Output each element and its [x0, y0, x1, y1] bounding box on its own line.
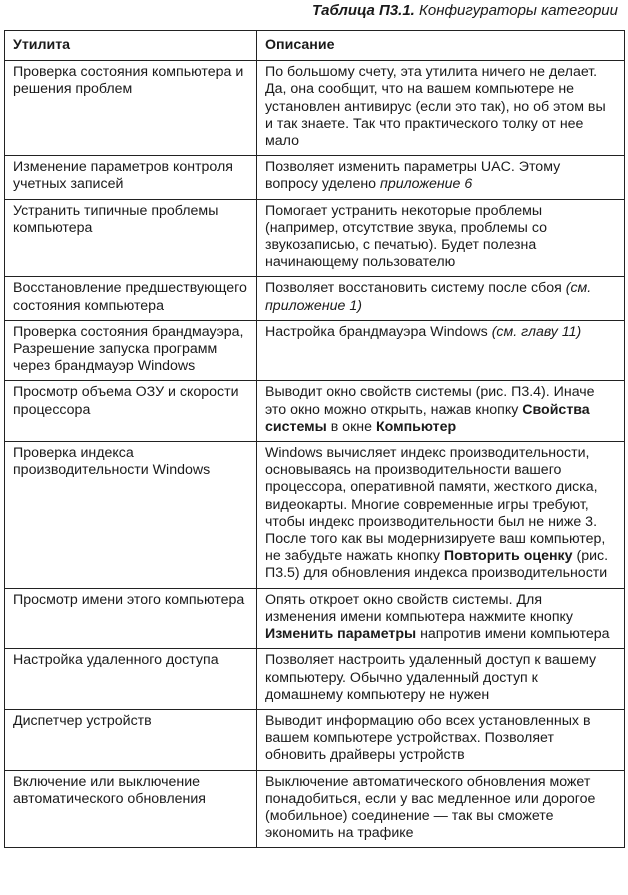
table-caption-title: Конфигураторы категории	[419, 2, 618, 19]
utility-cell: Восстановление предшествующего состояния компьютера	[5, 277, 257, 320]
description-cell	[257, 381, 625, 442]
description-italic-text: приложение 6	[380, 176, 473, 193]
description-text: Настройка брандмауэра Windows	[265, 323, 492, 340]
description-text: Выводит окно свойств системы (рис. П3.4). Иначе это окно можно открыть, нажав кнопку	[265, 384, 595, 418]
description-cell	[257, 709, 625, 770]
description-bold-text: Свойства системы	[265, 401, 590, 435]
description-cell	[257, 442, 625, 589]
description-text: Помогает устранить некоторые проблемы (например, отсутствие звука, проблемы со звукозаписью, с печатью). Будет полезна начинающему пользователю	[265, 202, 547, 271]
table-row	[5, 320, 625, 381]
description-bold-text: Изменить параметры	[265, 626, 417, 643]
description-text: Опять откроет окно свойств системы. Для изменения имени компьютера нажмите кнопку	[265, 591, 573, 625]
column-header-utility: Утилита	[5, 31, 257, 61]
table-row	[5, 199, 625, 277]
utility-cell: Проверка состояния брандмауэра, Разрешение запуска программ через брандмауэр Windows	[5, 320, 257, 381]
description-cell	[257, 61, 625, 156]
description-bold-text: Повторить оценку	[443, 548, 573, 565]
description-text: Выключение автоматического обновления может понадобиться, если у вас медленное или дорогое (мобильное) соединение — так вы сможете экономить на трафике	[265, 773, 596, 842]
description-text: По большому счету, эта утилита ничего не делает. Да, она сообщит, что на вашем компьютере не установлен антивирус (если это так), но об этом вы и так знаете. Так что практического толку от нее мало	[265, 64, 606, 150]
table-row	[5, 61, 625, 156]
description-text: (рис. П3.5) для обновления индекса производительности	[265, 548, 609, 582]
table-row	[5, 442, 625, 589]
utility-cell: Диспетчер устройств	[5, 709, 257, 770]
utility-cell: Настройка удаленного доступа	[5, 649, 257, 710]
description-cell	[257, 199, 625, 277]
utility-cell: Проверка индекса производительности Windows	[5, 442, 257, 589]
configurators-table	[4, 30, 625, 848]
description-text: Позволяет восстановить систему после сбоя	[265, 280, 566, 297]
description-cell	[257, 320, 625, 381]
description-text: Позволяет настроить удаленный доступ к вашему компьютеру. Обычно удаленный доступ к домашнему компьютеру не нужен	[265, 652, 597, 703]
description-italic-text: (см. приложение 1)	[265, 280, 592, 314]
utility-cell: Изменение параметров контроля учетных записей	[5, 156, 257, 199]
table-row	[5, 649, 625, 710]
description-text: Windows вычисляет индекс производительности, основываясь на производительности вашего процессора, оперативной памяти, жесткого диска, видеокарты. Многие современные игры требуют, чтобы индекс производительности был не ниже 3. После того как вы модернизируете ваш компьютер, не забудьте нажать кнопку	[265, 445, 606, 565]
table-row	[5, 588, 625, 649]
description-cell	[257, 588, 625, 649]
table-body	[5, 61, 625, 848]
description-cell	[257, 277, 625, 320]
description-text: в окне	[326, 418, 376, 435]
description-text: Позволяет изменить параметры UAC. Этому вопросу уделено	[265, 159, 561, 193]
utility-cell: Устранить типичные проблемы компьютера	[5, 199, 257, 277]
table-caption	[312, 2, 618, 19]
utility-cell: Включение или выключение автоматического обновления	[5, 770, 257, 848]
description-italic-text: (см. главу 11)	[491, 323, 582, 340]
table-row	[5, 381, 625, 442]
utility-cell: Проверка состояния компьютера и решения проблем	[5, 61, 257, 156]
description-text: Выводит информацию обо всех установленных в вашем компьютере устройствах. Позволяет обновить драйверы устройств	[265, 712, 591, 764]
description-text: напротив имени компьютера	[416, 626, 610, 643]
table-row	[5, 277, 625, 320]
utility-cell: Просмотр объема ОЗУ и скорости процессора	[5, 381, 257, 442]
table-row	[5, 156, 625, 199]
column-header-description: Описание	[257, 31, 625, 61]
description-bold-text: Компьютер	[375, 418, 457, 435]
description-cell	[257, 156, 625, 199]
description-cell	[257, 770, 625, 848]
table-row	[5, 709, 625, 770]
table-header-row	[5, 31, 625, 61]
utility-cell: Просмотр имени этого компьютера	[5, 588, 257, 649]
description-cell	[257, 649, 625, 710]
table-caption-number: Таблица П3.1.	[311, 2, 415, 19]
table-row	[5, 770, 625, 848]
